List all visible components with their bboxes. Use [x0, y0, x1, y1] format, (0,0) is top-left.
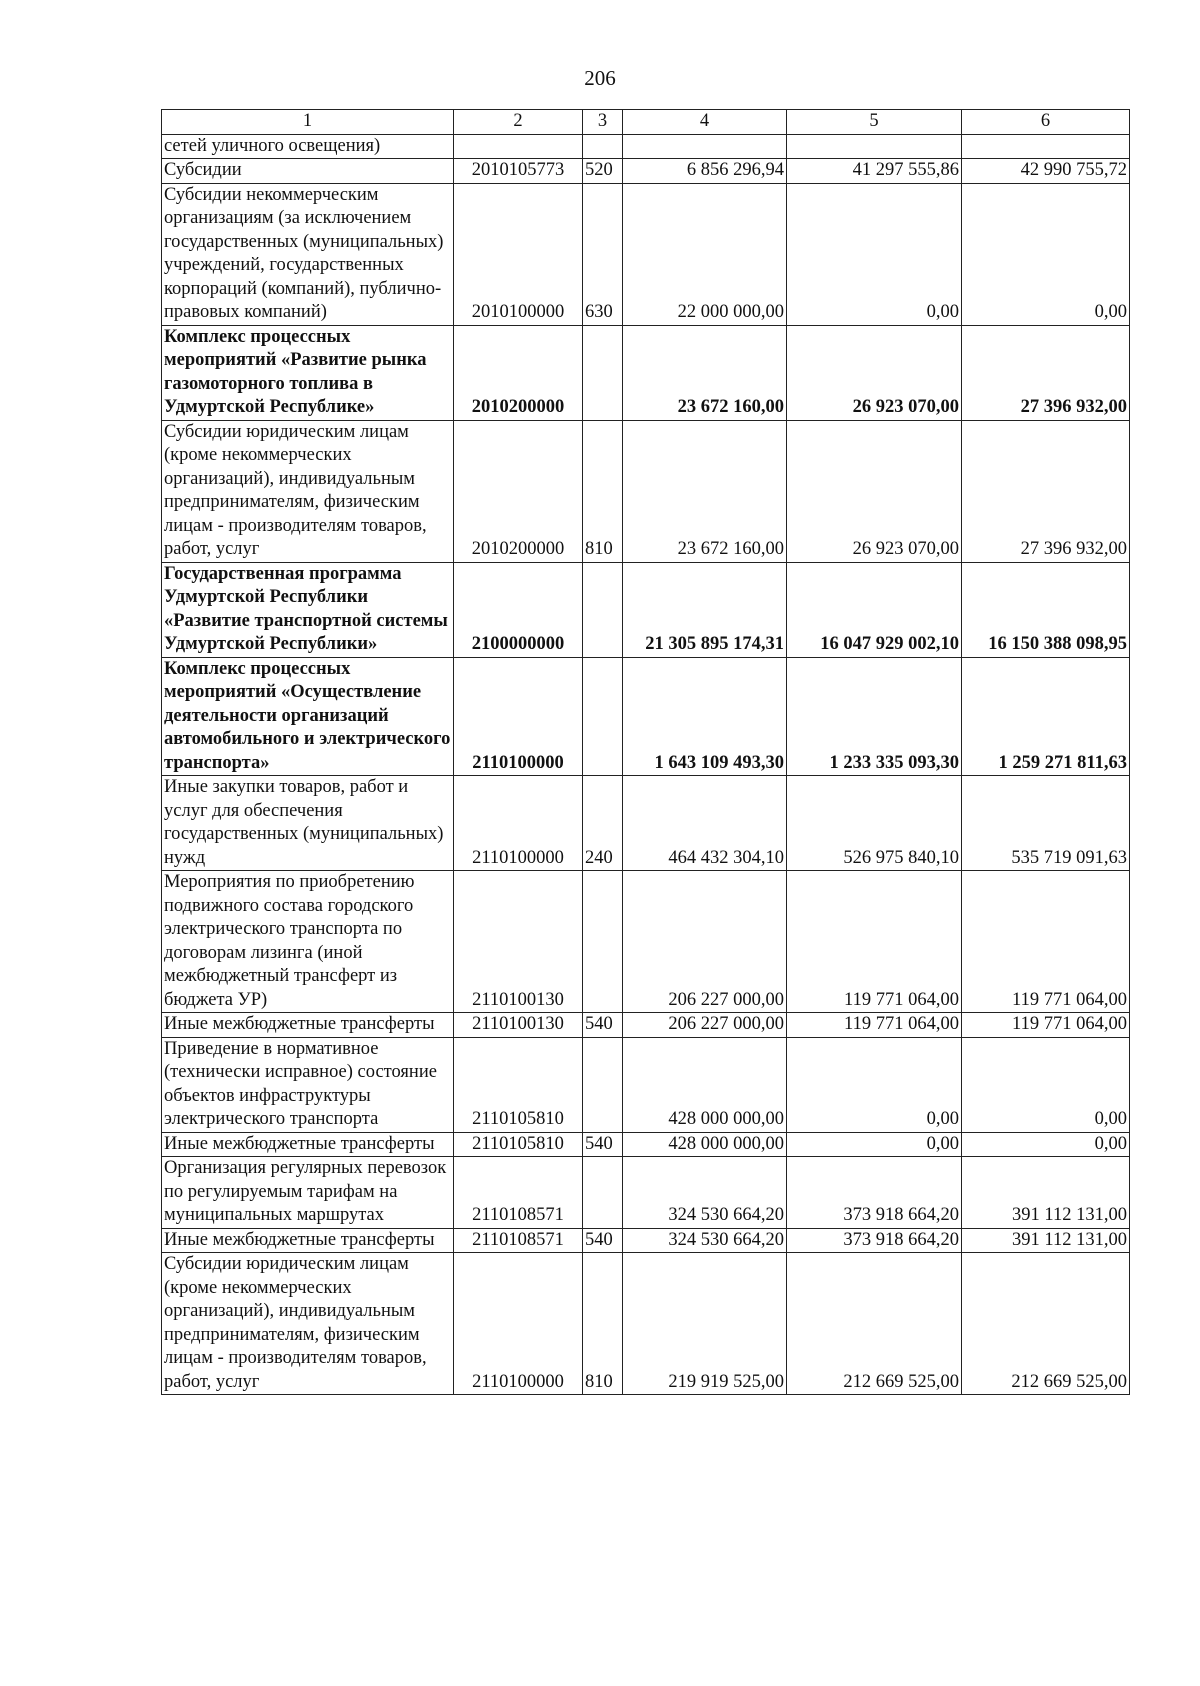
row-expense-type-cell: 540 [583, 1132, 623, 1157]
row-value-col6-cell: 391 112 131,00 [962, 1157, 1130, 1229]
row-value-col4-cell: 324 530 664,20 [623, 1157, 787, 1229]
row-name-cell: Субсидии [162, 159, 454, 184]
table-row [162, 562, 1130, 657]
row-value-col5-cell [787, 134, 962, 159]
row-value-col4-cell [623, 134, 787, 159]
row-code-cell: 2110105810 [454, 1132, 583, 1157]
table-row [162, 776, 1130, 871]
row-name-cell: Государственная программа Удмуртской Республики «Развитие транспортной системы Удмуртской Республики» [162, 562, 454, 657]
row-name-cell: Комплекс процессных мероприятий «Осуществление деятельности организаций автомобильного и электрического транспорта» [162, 657, 454, 776]
budget-table-body [162, 110, 1130, 1395]
row-value-col4-cell: 1 643 109 493,30 [623, 657, 787, 776]
row-value-col4-cell: 206 227 000,00 [623, 1013, 787, 1038]
row-value-col6-cell: 119 771 064,00 [962, 871, 1130, 1013]
row-expense-type-cell: 540 [583, 1228, 623, 1253]
row-value-col4-cell: 21 305 895 174,31 [623, 562, 787, 657]
row-value-col4-cell: 6 856 296,94 [623, 159, 787, 184]
column-number-2: 2 [454, 110, 583, 135]
row-value-col6-cell [962, 134, 1130, 159]
row-value-col4-cell: 206 227 000,00 [623, 871, 787, 1013]
row-code-cell: 2110100130 [454, 871, 583, 1013]
row-expense-type-cell [583, 134, 623, 159]
row-value-col5-cell: 41 297 555,86 [787, 159, 962, 184]
row-expense-type-cell: 520 [583, 159, 623, 184]
table-row [162, 420, 1130, 562]
row-value-col5-cell: 16 047 929 002,10 [787, 562, 962, 657]
column-number-3: 3 [583, 110, 623, 135]
row-code-cell: 2110108571 [454, 1157, 583, 1229]
row-value-col4-cell: 324 530 664,20 [623, 1228, 787, 1253]
table-row [162, 325, 1130, 420]
row-code-cell [454, 134, 583, 159]
table-row [162, 1157, 1130, 1229]
row-name-cell: Иные межбюджетные трансферты [162, 1228, 454, 1253]
row-expense-type-cell [583, 1037, 623, 1132]
row-value-col6-cell: 0,00 [962, 1037, 1130, 1132]
row-expense-type-cell [583, 325, 623, 420]
row-value-col4-cell: 23 672 160,00 [623, 325, 787, 420]
row-value-col5-cell: 373 918 664,20 [787, 1228, 962, 1253]
row-expense-type-cell: 240 [583, 776, 623, 871]
row-value-col4-cell: 22 000 000,00 [623, 183, 787, 325]
row-value-col4-cell: 23 672 160,00 [623, 420, 787, 562]
row-code-cell: 2110100130 [454, 1013, 583, 1038]
column-number-row [162, 110, 1130, 135]
column-number-5: 5 [787, 110, 962, 135]
row-value-col5-cell: 526 975 840,10 [787, 776, 962, 871]
row-name-cell: Приведение в нормативное (технически исправное) состояние объектов инфраструктуры электрического транспорта [162, 1037, 454, 1132]
table-row [162, 1013, 1130, 1038]
page-number: 206 [584, 66, 616, 90]
row-value-col5-cell: 26 923 070,00 [787, 325, 962, 420]
column-number-1: 1 [162, 110, 454, 135]
row-code-cell: 2110100000 [454, 776, 583, 871]
row-name-cell: сетей уличного освещения) [162, 134, 454, 159]
row-expense-type-cell: 630 [583, 183, 623, 325]
row-expense-type-cell [583, 562, 623, 657]
row-expense-type-cell: 810 [583, 420, 623, 562]
row-value-col5-cell: 212 669 525,00 [787, 1253, 962, 1395]
table-row [162, 183, 1130, 325]
row-value-col5-cell: 26 923 070,00 [787, 420, 962, 562]
row-value-col4-cell: 219 919 525,00 [623, 1253, 787, 1395]
row-name-cell: Субсидии некоммерческим организациям (за исключением государственных (муниципальных) учреждений, государственных корпораций (компаний), публично-правовых компаний) [162, 183, 454, 325]
row-value-col6-cell: 1 259 271 811,63 [962, 657, 1130, 776]
row-value-col4-cell: 428 000 000,00 [623, 1037, 787, 1132]
row-code-cell: 2100000000 [454, 562, 583, 657]
column-number-6: 6 [962, 110, 1130, 135]
table-row [162, 1228, 1130, 1253]
row-value-col6-cell: 27 396 932,00 [962, 420, 1130, 562]
budget-table [161, 109, 1130, 1395]
row-name-cell: Субсидии юридическим лицам (кроме некоммерческих организаций), индивидуальным предпринимателям, физическим лицам - производителям товаров, работ, услуг [162, 1253, 454, 1395]
row-name-cell: Иные межбюджетные трансферты [162, 1132, 454, 1157]
row-value-col5-cell: 119 771 064,00 [787, 871, 962, 1013]
table-row [162, 657, 1130, 776]
table-row [162, 871, 1130, 1013]
row-name-cell: Иные межбюджетные трансферты [162, 1013, 454, 1038]
row-value-col6-cell: 0,00 [962, 183, 1130, 325]
row-expense-type-cell [583, 657, 623, 776]
row-value-col6-cell: 0,00 [962, 1132, 1130, 1157]
row-expense-type-cell: 810 [583, 1253, 623, 1395]
row-value-col6-cell: 535 719 091,63 [962, 776, 1130, 871]
table-row [162, 1132, 1130, 1157]
row-code-cell: 2110100000 [454, 657, 583, 776]
row-value-col6-cell: 27 396 932,00 [962, 325, 1130, 420]
row-name-cell: Иные закупки товаров, работ и услуг для обеспечения государственных (муниципальных) нужд [162, 776, 454, 871]
column-number-4: 4 [623, 110, 787, 135]
row-code-cell: 2010105773 [454, 159, 583, 184]
table-row [162, 159, 1130, 184]
table-row [162, 1253, 1130, 1395]
row-value-col6-cell: 391 112 131,00 [962, 1228, 1130, 1253]
row-value-col6-cell: 16 150 388 098,95 [962, 562, 1130, 657]
row-name-cell: Субсидии юридическим лицам (кроме некоммерческих организаций), индивидуальным предпринимателям, физическим лицам - производителям товаров, работ, услуг [162, 420, 454, 562]
row-value-col5-cell: 373 918 664,20 [787, 1157, 962, 1229]
row-expense-type-cell [583, 871, 623, 1013]
row-value-col5-cell: 0,00 [787, 1132, 962, 1157]
table-row [162, 1037, 1130, 1132]
row-code-cell: 2110105810 [454, 1037, 583, 1132]
row-expense-type-cell: 540 [583, 1013, 623, 1038]
row-expense-type-cell [583, 1157, 623, 1229]
row-code-cell: 2010200000 [454, 325, 583, 420]
row-code-cell: 2010100000 [454, 183, 583, 325]
row-name-cell: Комплекс процессных мероприятий «Развитие рынка газомоторного топлива в Удмуртской Республике» [162, 325, 454, 420]
row-name-cell: Организация регулярных перевозок по регулируемым тарифам на муниципальных маршрутах [162, 1157, 454, 1229]
row-code-cell: 2110108571 [454, 1228, 583, 1253]
row-value-col6-cell: 42 990 755,72 [962, 159, 1130, 184]
row-value-col4-cell: 428 000 000,00 [623, 1132, 787, 1157]
row-value-col6-cell: 212 669 525,00 [962, 1253, 1130, 1395]
table-row [162, 134, 1130, 159]
row-code-cell: 2110100000 [454, 1253, 583, 1395]
row-value-col5-cell: 0,00 [787, 1037, 962, 1132]
row-value-col6-cell: 119 771 064,00 [962, 1013, 1130, 1038]
row-code-cell: 2010200000 [454, 420, 583, 562]
row-value-col4-cell: 464 432 304,10 [623, 776, 787, 871]
row-value-col5-cell: 119 771 064,00 [787, 1013, 962, 1038]
row-value-col5-cell: 0,00 [787, 183, 962, 325]
row-value-col5-cell: 1 233 335 093,30 [787, 657, 962, 776]
row-name-cell: Мероприятия по приобретению подвижного состава городского электрического транспорта по договорам лизинга (иной межбюджетный трансферт из бюджета УР) [162, 871, 454, 1013]
